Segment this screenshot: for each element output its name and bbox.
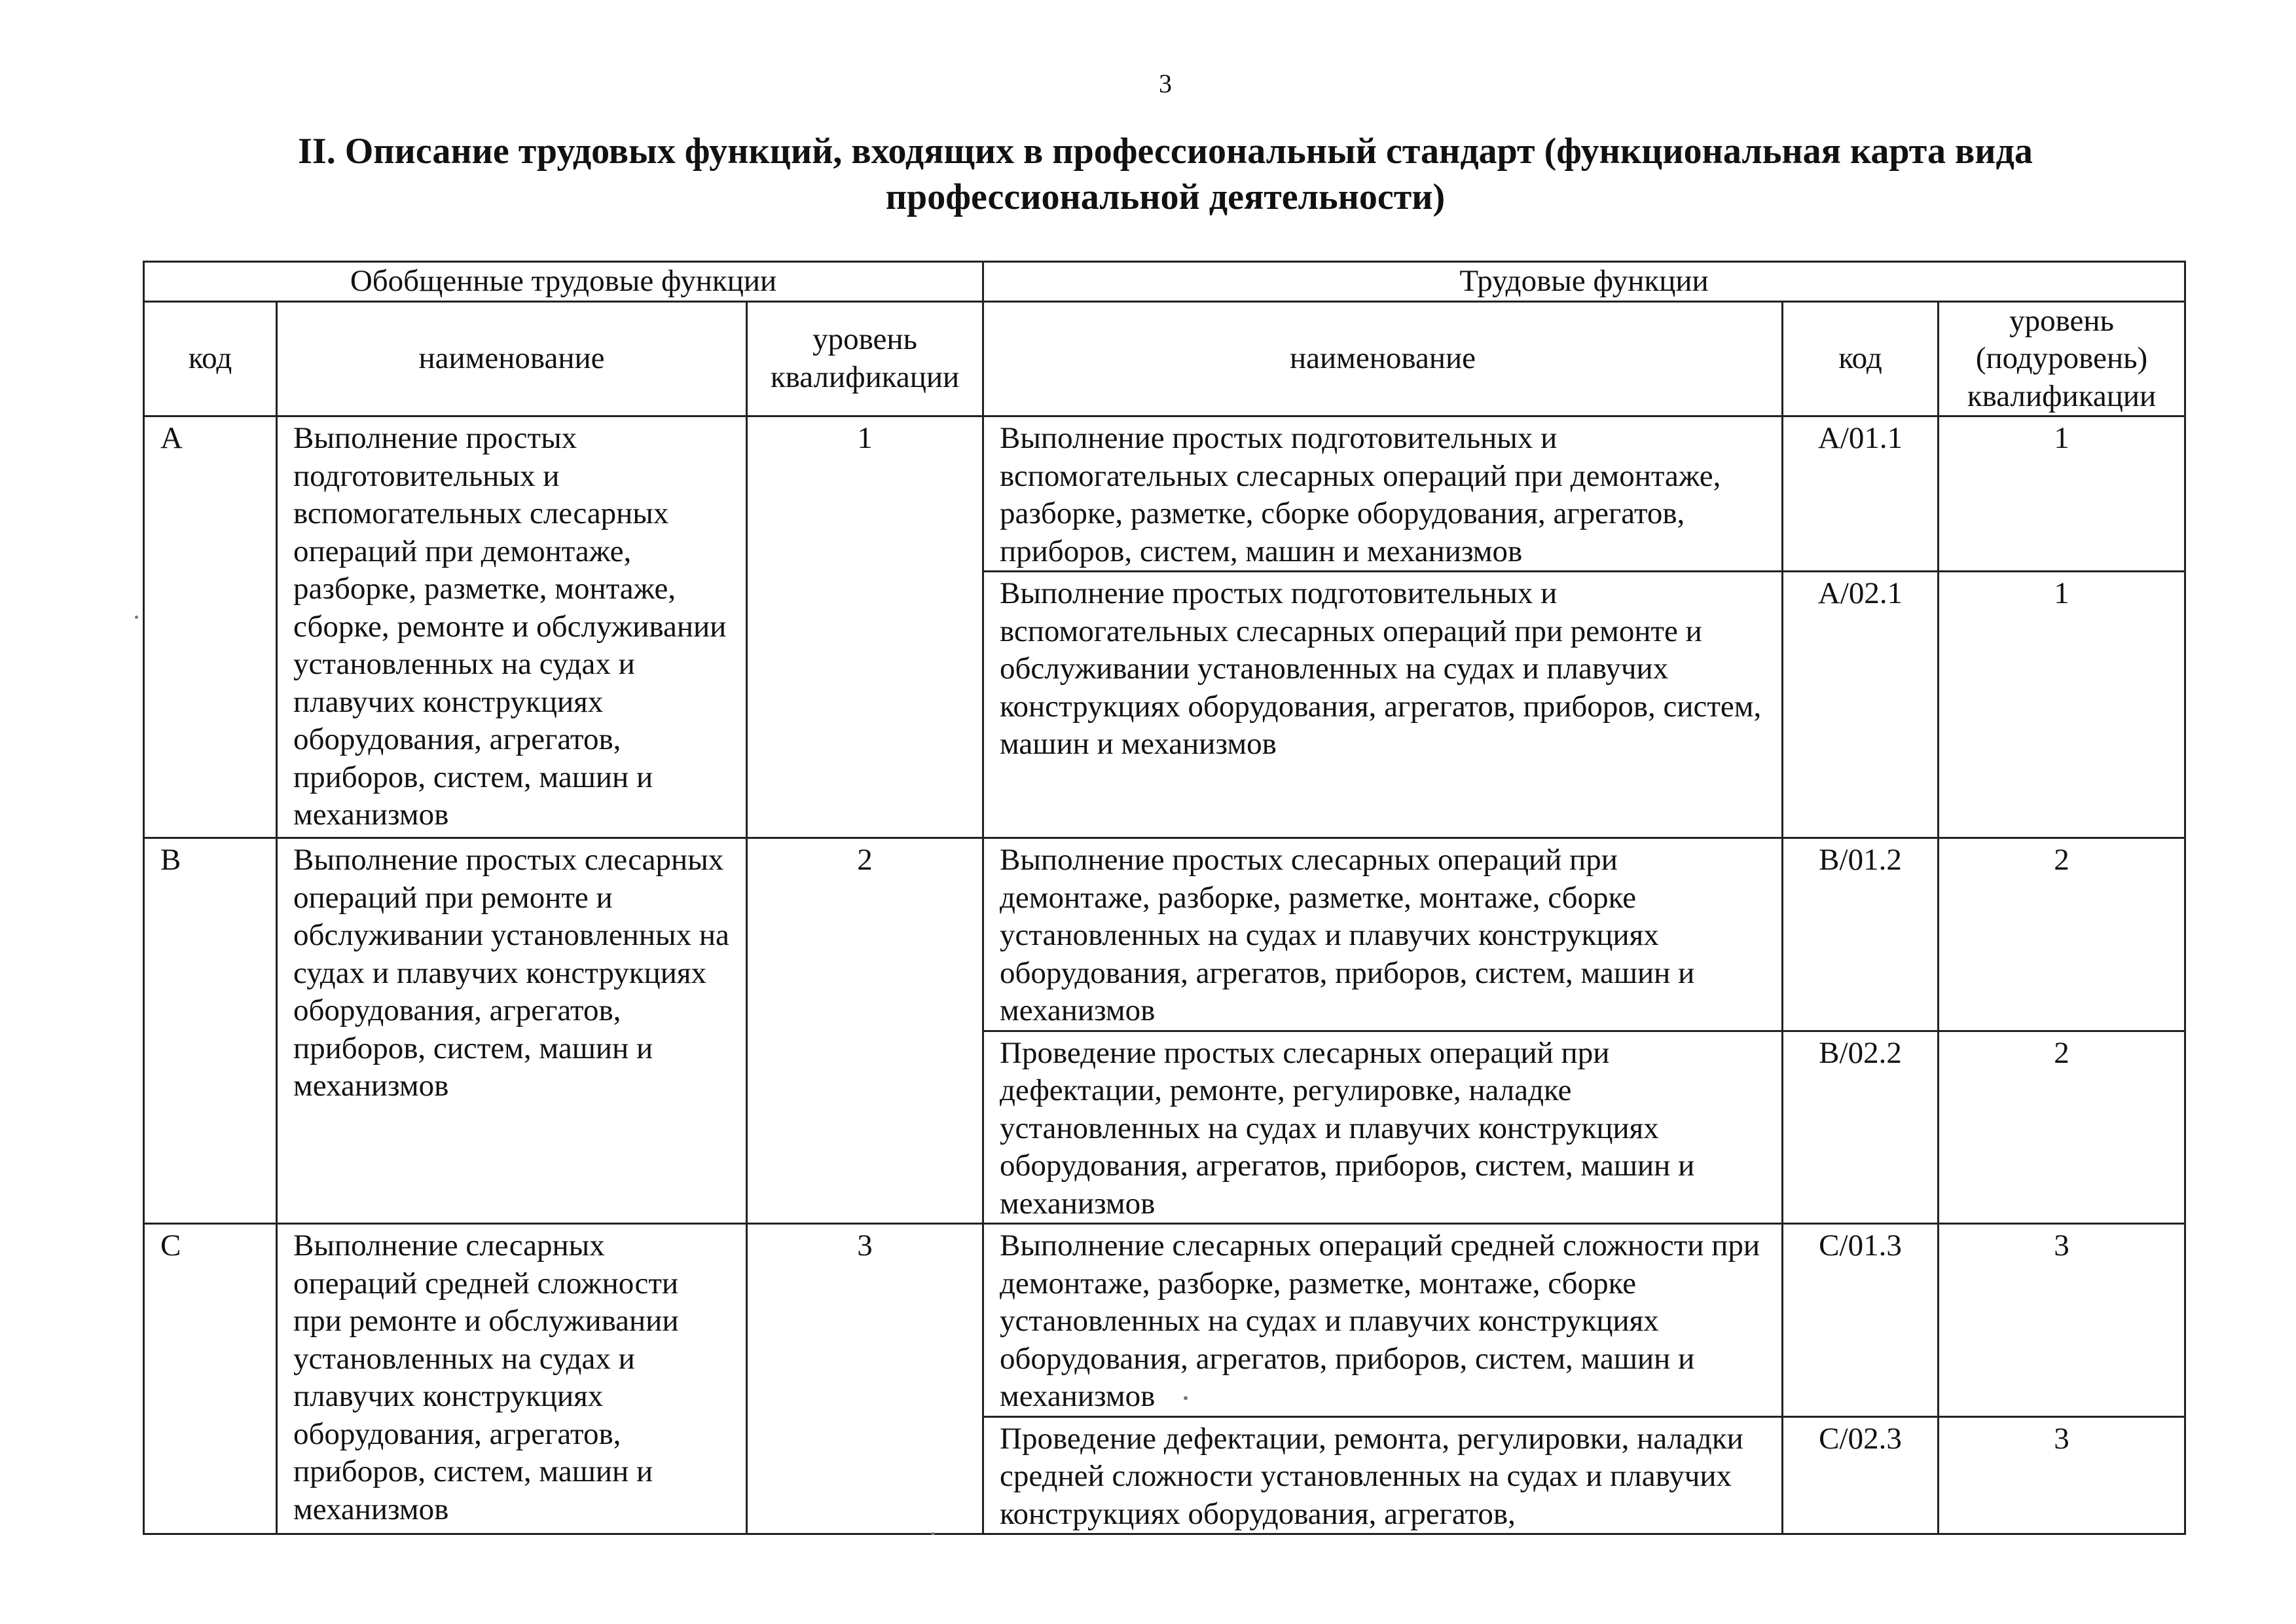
column-header-row [144, 301, 2185, 416]
labor-function-name: Проведение дефектации, ремонта, регулировки, наладки средней сложности установленных на судах и плавучих конструкциях оборудования, агрегатов, [983, 1416, 1783, 1534]
table-row [144, 838, 2185, 1031]
labor-function-code: C/01.3 [1783, 1224, 1939, 1417]
gen-function-name: Выполнение простых подготовительных и вспомогательных слесарных операций при демонтаже, разборке, разметке, монтаже, сборке, ремонте и обслуживании установленных на судах и плавучих конструкциях оборудования, агрегатов, приборов, систем, машин и механизмов [277, 416, 747, 838]
labor-function-name: Выполнение простых подготовительных и вспомогательных слесарных операций при демонтаже, разборке, разметке, сборке оборудования, агрегатов, приборов, систем, машин и механизмов [983, 416, 1783, 572]
column-header-lf-code: код [1783, 301, 1939, 416]
table-row [144, 416, 2185, 572]
gen-function-level: 1 [747, 416, 983, 838]
header-generalized-functions: Обобщенные трудовые функции [144, 262, 983, 302]
gen-function-code: B [144, 838, 277, 1224]
labor-function-code: A/01.1 [1783, 416, 1939, 572]
labor-function-level: 3 [1939, 1416, 2185, 1534]
labor-function-level: 1 [1939, 572, 2185, 838]
gen-function-level: 2 [747, 838, 983, 1224]
labor-function-code: B/02.2 [1783, 1031, 1939, 1224]
column-header-gen-code: код [144, 301, 277, 416]
group-header-row [144, 262, 2185, 302]
scan-artifact [135, 616, 138, 619]
labor-function-level: 1 [1939, 416, 2185, 572]
column-header-gen-level: уровень квалификации [747, 301, 983, 416]
gen-function-name: Выполнение простых слесарных операций при ремонте и обслуживании установленных на судах и плавучих конструкциях оборудования, агрегатов, приборов, систем, машин и механизмов [277, 838, 747, 1224]
gen-function-code: A [144, 416, 277, 838]
labor-function-code: B/01.2 [1783, 838, 1939, 1031]
column-header-gen-name: наименование [277, 301, 747, 416]
scan-artifact [1184, 1396, 1188, 1400]
table-row [144, 1224, 2185, 1417]
column-header-lf-level: уровень (подуровень) квалификации [1939, 301, 2185, 416]
gen-function-name: Выполнение слесарных операций средней сложности при ремонте и обслуживании установленных на судах и плавучих конструкциях оборудования, агрегатов, приборов, систем, машин и механизмов [277, 1224, 747, 1534]
labor-function-code: A/02.1 [1783, 572, 1939, 838]
labor-function-name: Выполнение простых слесарных операций при демонтаже, разборке, разметке, монтаже, сборке установленных на судах и плавучих конструкциях оборудования, агрегатов, приборов, систем, машин и механизмов [983, 838, 1783, 1031]
labor-function-name: Выполнение слесарных операций средней сложности при демонтаже, разборке, разметке, монтаже, сборке установленных на судах и плавучих конструкциях оборудования, агрегатов, приборов, систем, машин и механизмов [983, 1224, 1783, 1417]
page-number: 3 [1159, 69, 1172, 98]
labor-function-name: Выполнение простых подготовительных и вспомогательных слесарных операций при ремонте и обслуживании установленных на судах и плавучих конструкциях оборудования, агрегатов, приборов, систем, машин и механизмов [983, 572, 1783, 838]
labor-function-code: C/02.3 [1783, 1416, 1939, 1534]
labor-function-level: 2 [1939, 838, 2185, 1031]
labor-function-name: Проведение простых слесарных операций при дефектации, ремонте, регулировке, наладке установленных на судах и плавучих конструкциях оборудования, агрегатов, приборов, систем, машин и механизмов [983, 1031, 1783, 1224]
column-header-lf-name: наименование [983, 301, 1783, 416]
labor-function-level: 3 [1939, 1224, 2185, 1417]
header-labor-functions: Трудовые функции [983, 262, 2185, 302]
labor-function-level: 2 [1939, 1031, 2185, 1224]
gen-function-level: 3 [747, 1224, 983, 1534]
page-title: II. Описание трудовых функций, входящих в профессиональный стандарт (функциональная карта вида профессиональной деятельности) [298, 131, 2033, 217]
scan-artifact [931, 1532, 935, 1535]
functional-map-table [143, 261, 2186, 1535]
gen-function-code: C [144, 1224, 277, 1534]
